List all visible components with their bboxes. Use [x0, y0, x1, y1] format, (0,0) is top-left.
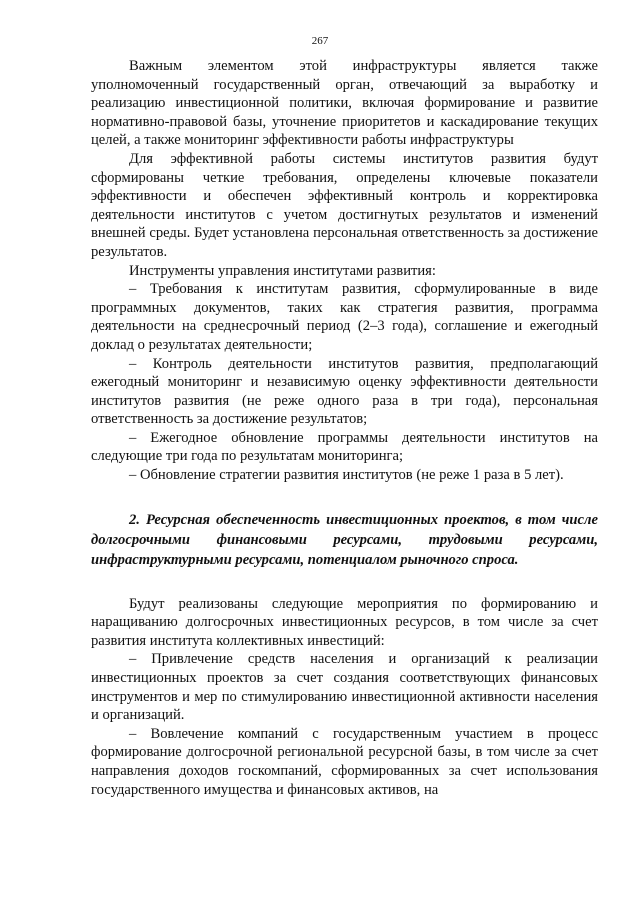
list-item-attracting-funds: – Привлечение средств населения и организаций к реализации инвестиционных проектов за счет создания соответствующих финансовых инструментов и мер по стимулированию инвестиционной активности населения и организаций.: [91, 651, 598, 724]
document-body: [91, 57, 598, 799]
list-item-state-companies: – Вовлечение компаний с государственным участием в процесс формирование долгосрочной региональной ресурсной базы, в том числе за счет направления доходов госкомпаний, сформированных за счет использования государственного имущества и финансовых активов, на: [91, 725, 598, 798]
paragraph-measures-intro: Будут реализованы следующие мероприятия по формированию и наращиванию долгосрочных инвестиционных ресурсов, в том числе за счет развития института коллективных инвестиций:: [91, 595, 598, 649]
list-item-strategy-update: – Обновление стратегии развития институтов (не реже 1 раза в 5 лет).: [129, 467, 564, 484]
section-heading: 2. Ресурсная обеспеченность инвестиционных проектов, в том числе долгосрочными финансовыми ресурсами, трудовыми ресурсами, инфраструктурными ресурсами, потенциалом рыночного спроса.: [91, 511, 598, 568]
list-item-control: – Контроль деятельности институтов развития, предполагающий ежегодный мониторинг и независимую оценку эффективности деятельности институтов развития (не реже одного раза в три года), персональная ответственность за достижение результатов;: [91, 355, 598, 428]
page-number: 267: [311, 35, 329, 47]
paragraph-requirements: Для эффективной работы системы институтов развития будут сформированы четкие требования, определены ключевые показатели эффективности и обеспечен эффективный контроль и корректировка деятельности институтов с учетом достигнутых результатов и изменений внешней среды. Будет установлена персональная ответственность за достижение результатов.: [91, 150, 598, 260]
paragraph-infrastructure-body: Важным элементом этой инфраструктуры является также уполномоченный государственный орган, отвечающий за выработку и реализацию инвестиционной политики, включая формирование и развитие нормативно-правовой базы, уточнение приоритетов и каскадирование текущих целей, а также мониторинг эффективности работы инфраструктуры: [91, 58, 598, 149]
list-item-requirements: – Требования к институтам развития, сформулированные в виде программных документов, таких как стратегия развития, программа деятельности на среднесрочный период (2–3 года), соглашение и ежегодный доклад о результатах деятельности;: [91, 281, 598, 353]
list-item-annual-update: – Ежегодное обновление программы деятельности институтов на следующие три года по результатам мониторинга;: [91, 429, 598, 465]
paragraph-tools-intro: Инструменты управления институтами развития:: [129, 262, 436, 279]
